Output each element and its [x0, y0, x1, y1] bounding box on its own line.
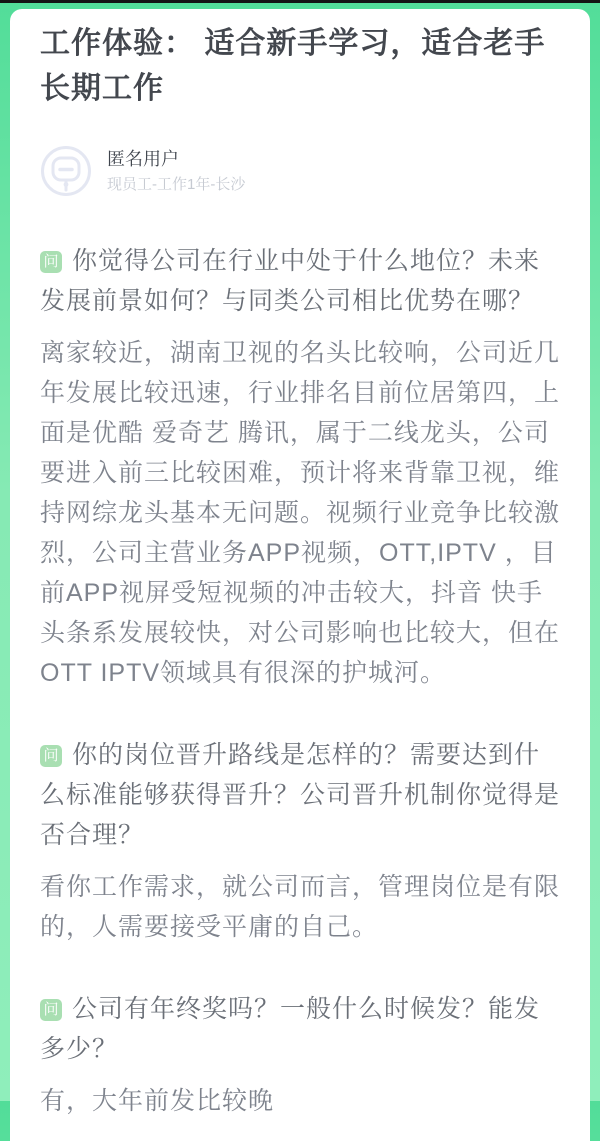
question-badge-icon: 问: [40, 251, 62, 273]
user-row: [40, 145, 564, 197]
question-label: 公司有年终奖吗？一般什么时候发？能发多少？: [40, 995, 541, 1063]
question-text: [40, 241, 564, 321]
user-info: [107, 147, 245, 195]
review-title: 工作体验： 适合新手学习，适合老手长期工作: [40, 27, 546, 105]
answer-text: 离家较近，湖南卫视的名头比较响，公司近几年发展比较迅速，行业排名目前位居第四，上面是优酷 爱奇艺 腾讯，属于二线龙头，公司要进入前三比较困难，预计将来背靠卫视，维持网综龙头基本无问题。视频行业竞争比较激烈，公司主营业务APP视频，OTT,IPTV ，目前APP视屏受短视频的冲击较大，抖音 快手头条系发展较快，对公司影响也比较大，但在OTT IPTV领域具有很深的护城河。: [40, 339, 561, 687]
question-badge-icon: 问: [40, 999, 62, 1021]
anonymous-avatar-icon: [40, 145, 92, 197]
qa-item: [40, 989, 564, 1121]
answer-text: 有，大年前发比较晚: [40, 1087, 275, 1115]
question-text: [40, 989, 564, 1069]
user-name: 匿名用户: [107, 149, 179, 169]
qa-list: [40, 241, 564, 1121]
question-label: 你觉得公司在行业中处于什么地位？未来发展前景如何？与同类公司相比优势在哪？: [40, 247, 541, 315]
review-card: [10, 9, 590, 1141]
question-badge-icon: 问: [40, 745, 62, 767]
question-text: [40, 735, 564, 855]
qa-item: [40, 241, 564, 693]
question-label: 你的岗位晋升路线是怎样的？需要达到什么标准能够获得晋升？公司晋升机制你觉得是否合理？: [40, 741, 561, 849]
screen-top-edge: [0, 0, 600, 3]
answer-text: 看你工作需求，就公司而言，管理岗位是有限的，人需要接受平庸的自己。: [40, 873, 561, 941]
user-meta: 现员工-工作1年-长沙: [107, 176, 246, 193]
qa-item: [40, 735, 564, 947]
